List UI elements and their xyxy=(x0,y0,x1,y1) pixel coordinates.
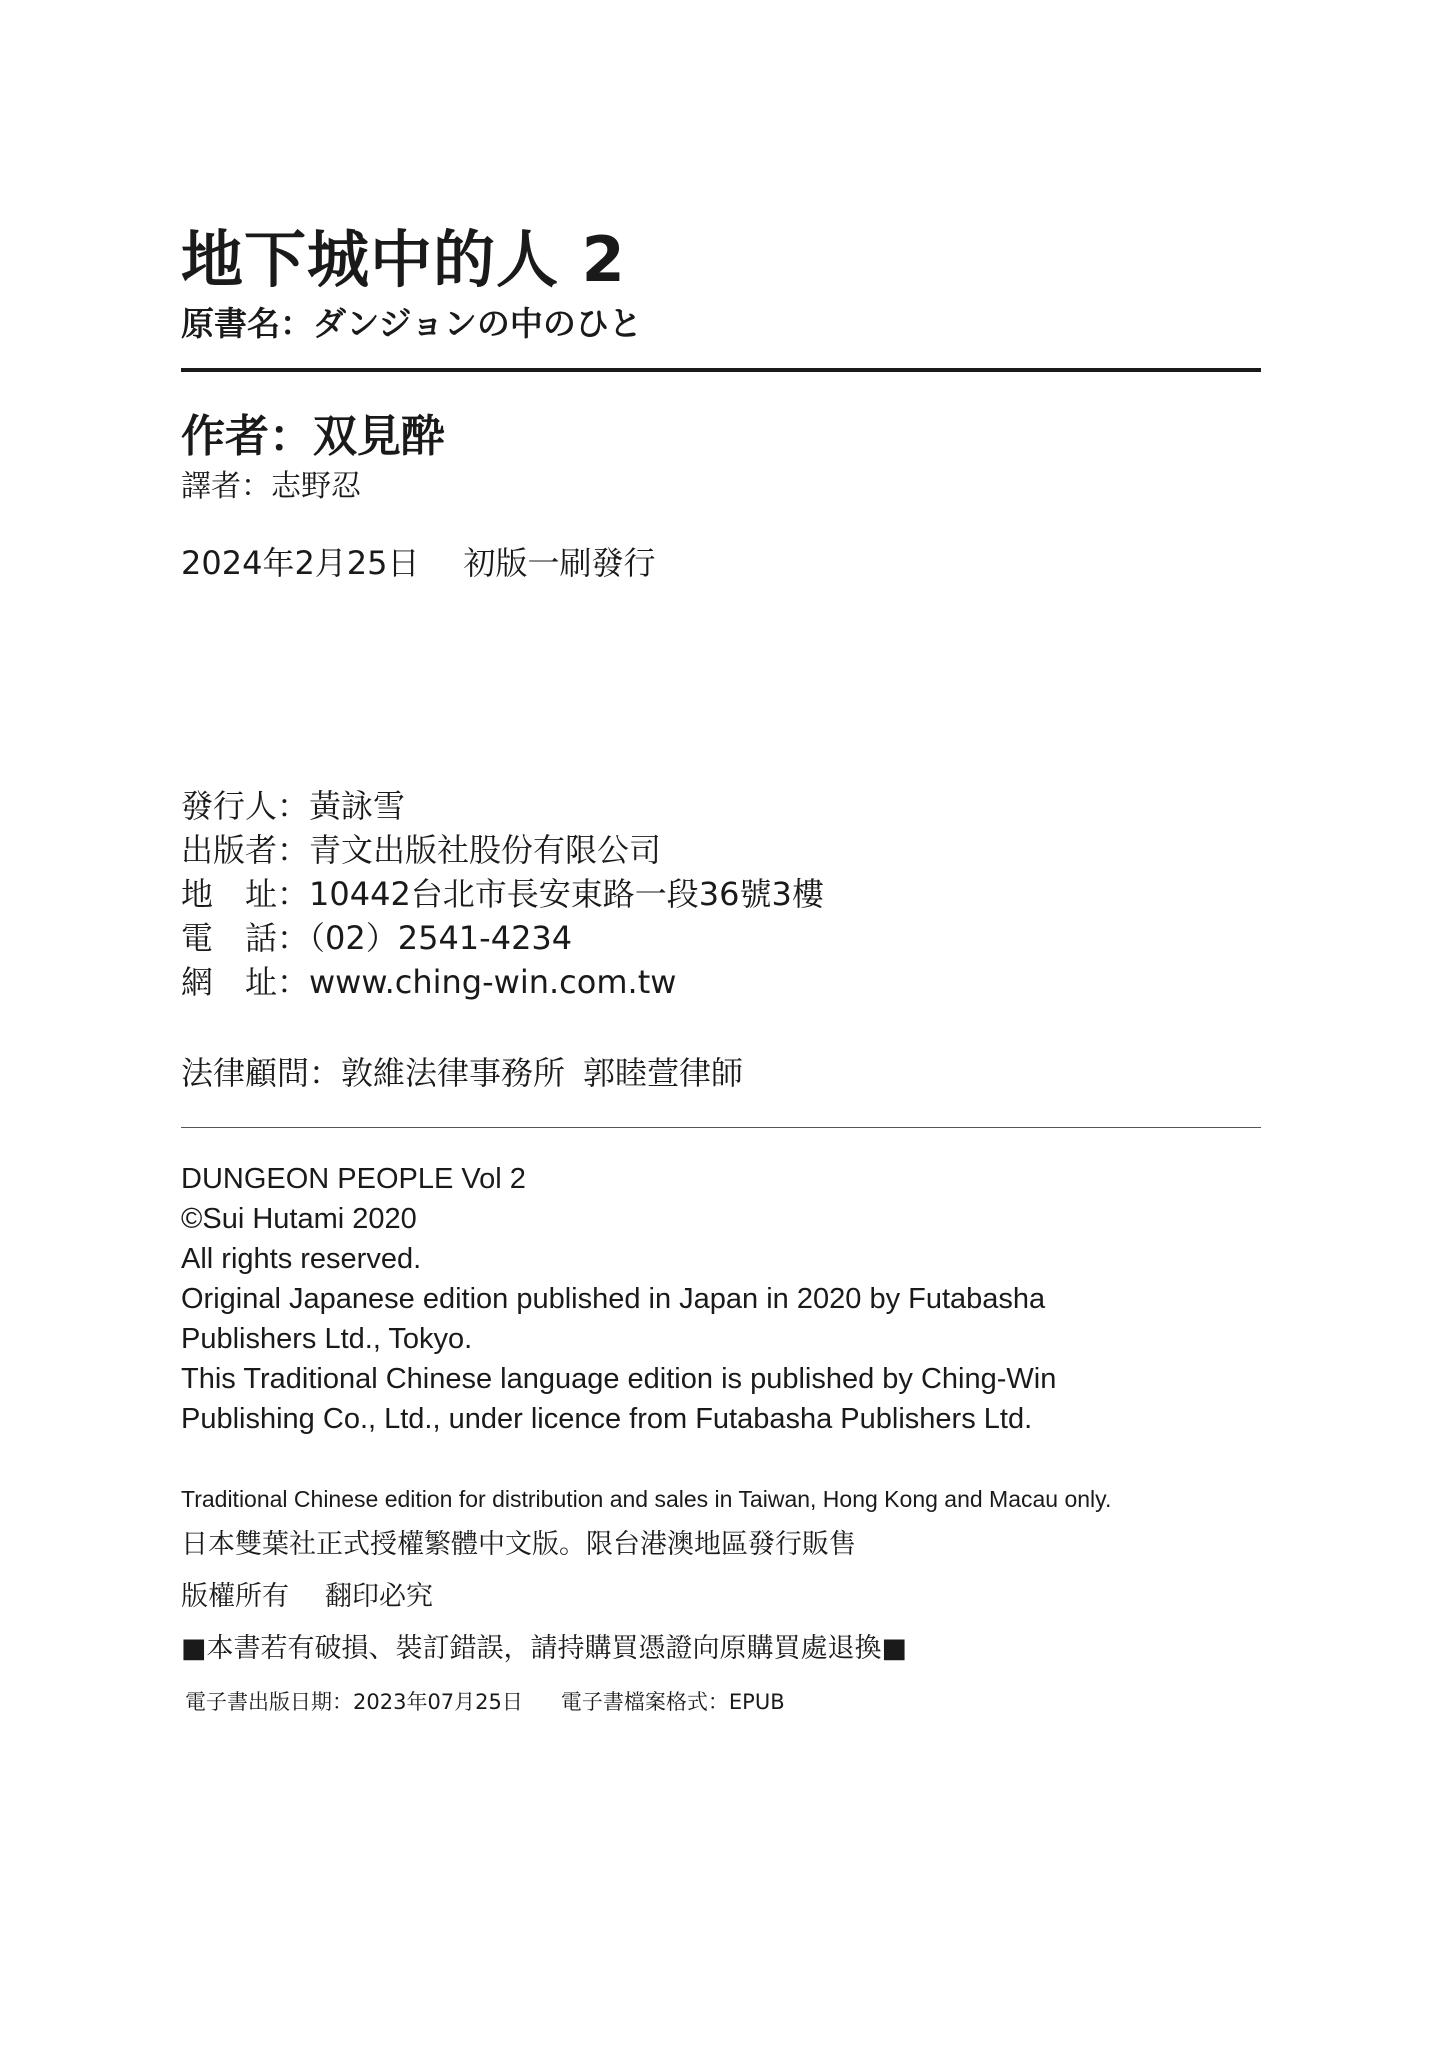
publisher-line-phone: 電 話：（02）2541-4234 xyxy=(181,919,573,957)
translator-line: 譯者：志野忍 xyxy=(181,469,361,504)
book-title: 地下城中的人 2 xyxy=(181,223,626,296)
copyright-en-line: Original Japanese edition published in Japan in 2020 by Futabasha xyxy=(181,1283,1046,1315)
copyright-en-line: Publishers Ltd., Tokyo. xyxy=(181,1323,473,1355)
publisher-line-publisher: 出版者：青文出版社股份有限公司 xyxy=(181,831,662,869)
ebook-info-line xyxy=(185,1686,785,1716)
copyright-en-line: This Traditional Chinese language edition is published by Ching-Win xyxy=(181,1363,1057,1395)
copyright-en-line: ©Sui Hutami 2020 xyxy=(181,1203,417,1235)
copyright-en-line: DUNGEON PEOPLE Vol 2 xyxy=(181,1163,526,1195)
rights-line xyxy=(181,1574,433,1613)
legal-advisor: 法律顧問：敦維法律事務所 xyxy=(181,1054,566,1092)
thick-divider xyxy=(181,368,1261,372)
copyright-en-line: Publishing Co., Ltd., under licence from Futabasha Publishers Ltd. xyxy=(181,1403,1033,1435)
thin-divider xyxy=(181,1127,1261,1128)
original-title: 原書名：ダンジョンの中のひと xyxy=(181,304,642,343)
publish-date: 2024年2月25日 xyxy=(181,544,420,582)
publisher-line-website: 網 址：www.ching-win.com.tw xyxy=(181,963,677,1001)
copyright-en-line: All rights reserved. xyxy=(181,1243,422,1275)
publish-date-line xyxy=(181,538,656,584)
distribution-zh: 日本雙葉社正式授權繁體中文版。限台港澳地區發行販售 xyxy=(181,1529,856,1560)
return-notice: ■本書若有破損、裝訂錯誤，請持購買憑證向原購買處退換■ xyxy=(181,1633,908,1664)
edition: 初版一刷發行 xyxy=(463,544,656,582)
legal-advisor-line xyxy=(181,1048,743,1094)
rights-right: 翻印必究 xyxy=(325,1581,433,1612)
author-line: 作者：双見酔 xyxy=(181,411,445,462)
publisher-line-address: 地 址：10442台北市長安東路一段36號3樓 xyxy=(181,875,824,913)
ebook-date: 電子書出版日期：2023年07月25日 xyxy=(185,1690,523,1714)
publisher-line-issuer: 發行人：黃詠雪 xyxy=(181,787,406,825)
rights-left: 版權所有 xyxy=(181,1581,289,1612)
distribution-en: Traditional Chinese edition for distribution and sales in Taiwan, Hong Kong and Macau only. xyxy=(181,1486,1112,1512)
ebook-format: 電子書檔案格式：EPUB xyxy=(560,1690,785,1714)
lawyer: 郭睦萱律師 xyxy=(583,1054,744,1092)
